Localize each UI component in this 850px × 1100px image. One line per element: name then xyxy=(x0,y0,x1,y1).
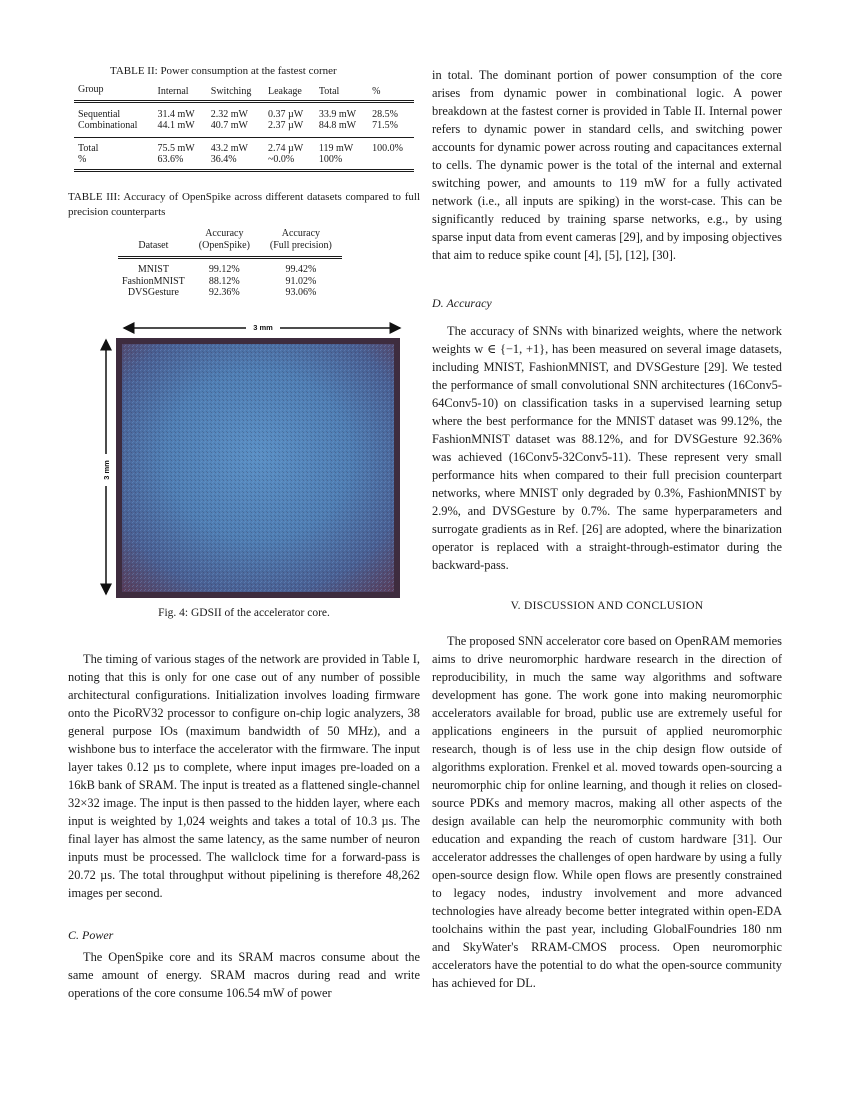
section-d-heading: D. Accuracy xyxy=(432,296,492,310)
table3-header-row-top xyxy=(118,228,342,240)
table-cell: 33.9 mW xyxy=(318,108,357,120)
table-row xyxy=(74,154,414,170)
table2 xyxy=(74,84,414,172)
table3-header: (Full precision) xyxy=(269,239,332,251)
section-v-paragraph: The proposed SNN accelerator core based on OpenRAM memories aims to drive neuromorphic hardware research in the direction of reproducibility, in much the same way algorithms and software development has gone. The work gone into making neuromorphic accelerators available for broad, public use are extremely useful for applications engineers in the pursuit of applied neuromorphic research, though is of less use in the chip design flow outside of algorithms exploration. Frenkel et al. moved towards open-sourcing a neuromorphic chip for online learning, and though it relies on closed-source PDKs and memory macros, making all other aspects of the design available can help the neuromorphic community with both education and expanding the reach of custom hardware [31]. Our accelerator addresses the challenges of open hardware by using a fully open-source design flow. While open flows are presently constrained to legacy nodes, industry involvement and more advanced technologies have already become better integrated within open-EDA toolchains within the past year, including GlobalFoundries 180 nm and SkyWater's RRAM-CMOS process. Open neuromorphic accelerators have the potential to do what the open-source community has achieved for DL. xyxy=(432,634,782,990)
table-cell: 93.06% xyxy=(285,287,317,298)
table3-header: Accuracy xyxy=(205,228,244,239)
table3 xyxy=(118,228,342,299)
table2-caption: TABLE II: Power consumption at the fastest corner xyxy=(110,65,337,77)
table-row xyxy=(74,137,414,154)
section-c-heading: C. Power xyxy=(68,928,114,942)
table-cell: Combinational xyxy=(78,120,138,131)
table-cell: FashionMNIST xyxy=(122,275,185,287)
table2-header-row xyxy=(74,84,414,101)
table-cell: 43.2 mW xyxy=(210,142,248,154)
table-cell: 36.4% xyxy=(210,154,237,165)
table-cell: 28.5% xyxy=(372,108,399,120)
table-cell: Sequential xyxy=(78,108,121,120)
table2-header: Switching xyxy=(210,86,252,97)
table-cell: 88.12% xyxy=(208,275,240,287)
table-cell: % xyxy=(78,154,87,165)
table-cell: 71.5% xyxy=(372,120,399,131)
section-d-paragraph: The accuracy of SNNs with binarized weights, where the network weights w ∈ {−1, +1}, has been measured on several image datasets, including MNIST, FashionMNIST, and DVSGesture [29]. We tested the performance of small convolutional SNN architectures (16Conv5-64Conv5-10) on classification tasks in a supervised learning setup where the best performance for the MNIST dataset was 99.12%, the FashionMNIST dataset was 88.12%, and for DVSGesture 92.36% was achieved (16Conv5-32Conv5-11). These represent very small performance hits when compared to their full precision counterpart networks, where MNIST only degraded by 0.3%, FashionMNIST by 2.9%, and DVSGesture by 0.7%. The same hyperparameters and surrogate gradients as in Ref. [26] are adopted, where the binarization operator is replaced with a straight-through-estimator during the backward-pass. xyxy=(432,324,782,572)
timing-paragraph: The timing of various stages of the network are provided in Table I, noting that this is only for one case out of any number of possible architectural configurations. Initialization involves loading firmware onto the PicoRV32 processor to configure on-chip logic analyzers, 38 general purpose IOs (maximum bandwidth of 50 MHz), and a wishbone bus to interface the accelerator with the firmware. The input layer takes 0.12 µs to complete, where input images pre-loaded on a 16kB bank of SRAM. The input is treated as a flattened single-channel 32×32 image. The input is then passed to the hidden layer, where each input is weighted by 1,024 weights and takes a total of 10.3 µs. The final layer has almost the same latency, as the same number of neuron inputs must be processed. The wallclock time for a forward-pass is 20.72 µs. The total throughput without pipelining is therefore 48,262 images per second. xyxy=(68,652,420,900)
table-cell: 31.4 mW xyxy=(157,108,195,120)
table-cell: 119 mW xyxy=(318,142,354,154)
table-cell: 63.6% xyxy=(157,154,184,165)
table2-header: Leakage xyxy=(267,86,302,97)
table-cell xyxy=(368,154,414,170)
table-cell: 2.32 mW xyxy=(210,108,248,120)
table-row xyxy=(74,101,414,120)
table3-header: Accuracy xyxy=(281,228,321,239)
table-cell: 2.37 µW xyxy=(267,120,304,131)
table-cell: DVSGesture xyxy=(127,287,179,298)
table-cell: 92.36% xyxy=(208,287,240,298)
height-label: 3 mm xyxy=(102,460,111,480)
table-row xyxy=(118,287,342,299)
chip-texture xyxy=(122,344,394,592)
figure-caption: Fig. 4: GDSII of the accelerator core. xyxy=(158,607,330,619)
table2-header: % xyxy=(372,86,381,97)
table-row xyxy=(118,258,342,276)
table2-header: Total xyxy=(318,86,340,97)
table-cell: 100.0% xyxy=(372,142,404,154)
table-cell: 44.1 mW xyxy=(157,120,195,131)
table-cell: 99.42% xyxy=(285,264,317,275)
table-cell: 40.7 mW xyxy=(210,120,248,131)
section-v-heading: V. DISCUSSION AND CONCLUSION xyxy=(510,600,704,612)
table3-header: (OpenSpike) xyxy=(198,239,250,251)
table-cell: 91.02% xyxy=(285,275,317,287)
table-cell: 100% xyxy=(318,154,343,165)
table3-header-row-bottom xyxy=(118,240,342,258)
table-cell: 2.74 µW xyxy=(267,142,304,154)
width-label: 3 mm xyxy=(253,323,273,332)
section-c-paragraph: The OpenSpike core and its SRAM macros consume about the same amount of energy. SRAM macros during read and write operations of the core consume 106.54 mW of power xyxy=(68,950,420,1000)
table-cell: 0.37 µW xyxy=(267,108,304,120)
power-paragraph: in total. The dominant portion of power consumption of the core arises from dynamic power in combinational logic. A power breakdown at the fastest corner is provided in Table II. Internal power refers to dynamic power in standard cells, and switching power accounts for dynamic power across routing and capacitances external to cells. The dynamic power is the total of the internal and external switching power, and amounts to 119 mW for a fully activated network (i.e., all inputs are spiking) in the worst-case. This can be significantly reduced by training sparse networks, e.g., by using sparse input data from event cameras [29], and by imposing objectives that aim to reduce spike count [4], [5], [12], [30]. xyxy=(432,68,782,262)
table2-header: Internal xyxy=(157,86,189,97)
table3-caption: TABLE III: Accuracy of OpenSpike across different datasets compared to full precision counterparts xyxy=(68,191,420,218)
table-cell: MNIST xyxy=(137,264,169,275)
table-cell: 99.12% xyxy=(208,264,240,275)
table2-header: Group xyxy=(78,84,104,95)
table3-header: Dataset xyxy=(138,239,169,251)
table-cell: 75.5 mW xyxy=(157,142,195,154)
table-row xyxy=(118,276,342,288)
table-cell: ~0.0% xyxy=(267,154,295,165)
gdsii-figure xyxy=(96,318,416,600)
table3-header xyxy=(118,228,189,240)
table-cell: 84.8 mW xyxy=(318,120,357,131)
table-cell: Total xyxy=(78,142,99,154)
table-row xyxy=(74,120,414,137)
